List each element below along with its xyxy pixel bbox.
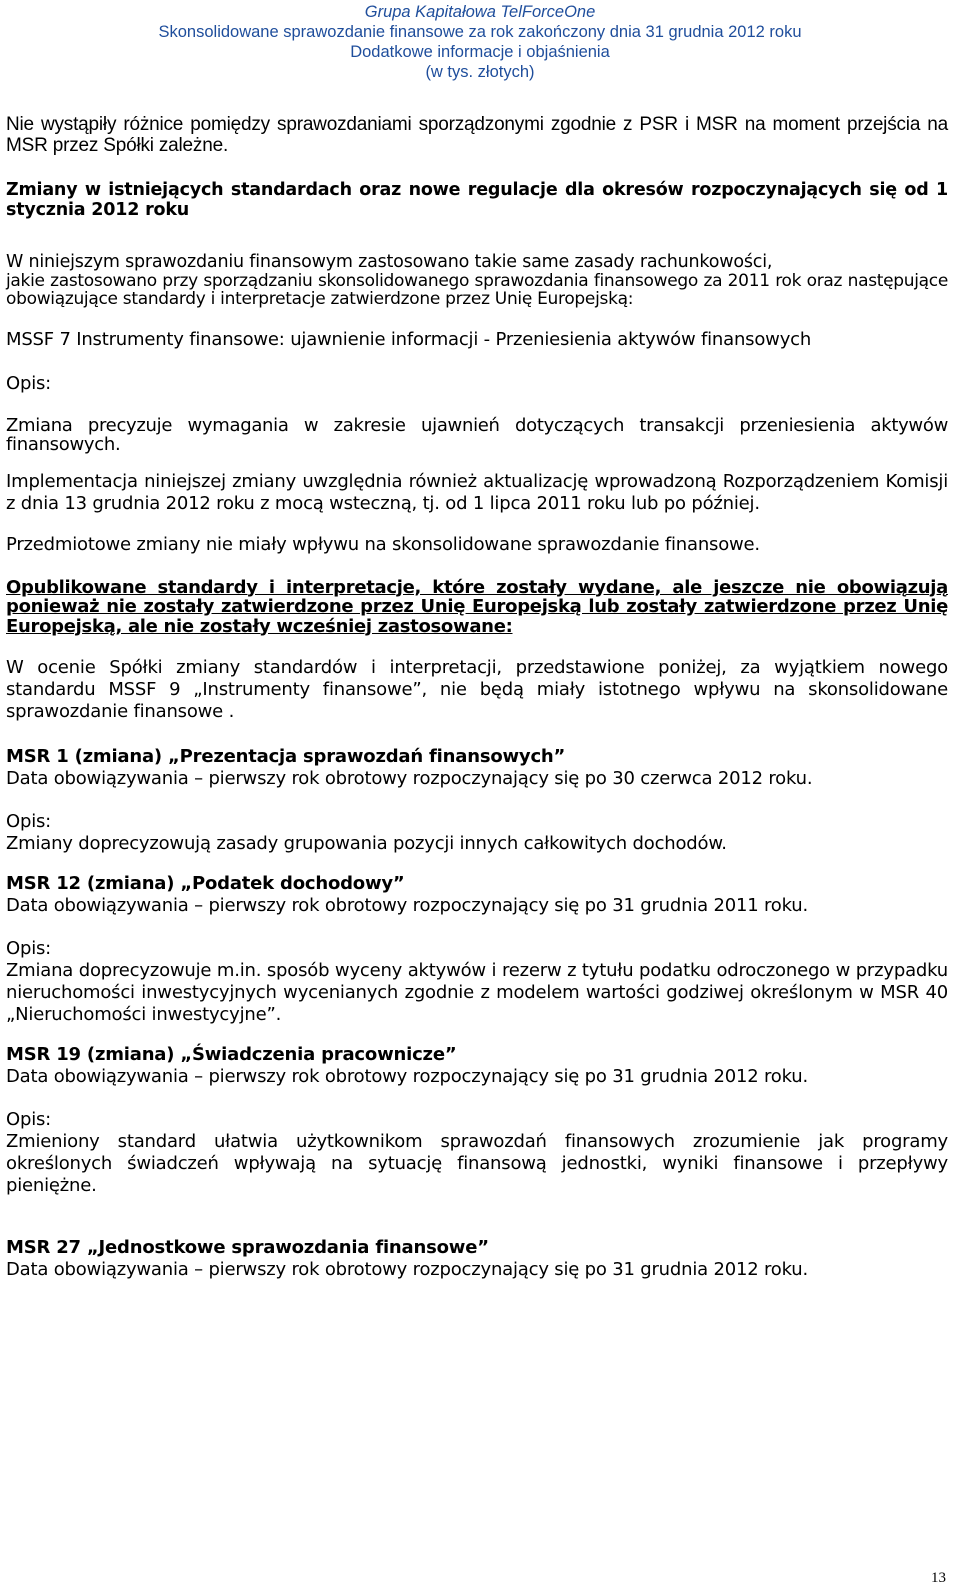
standard-opis-label: Opis: <box>6 811 52 832</box>
applied-paragraph-first-line: W niniejszym sprawozdaniu finansowym zastosowano takie same zasady rachunkowości, <box>6 252 773 272</box>
mssf7-opis-label: Opis: <box>6 372 52 394</box>
standard-opis-label: Opis: <box>6 938 52 959</box>
standard-msr27 <box>6 1237 948 1281</box>
company-name: Grupa Kapitałowa TelForceOne <box>364 3 596 21</box>
changes-heading: Zmiany w istniejących standardach oraz nowe regulacje dla okresów rozpoczynających się od 1 stycznia 2012 roku <box>6 180 948 220</box>
section-title: Dodatkowe informacje i objaśnienia <box>350 43 610 61</box>
standard-effective-date: Data obowiązywania – pierwszy rok obrotowy rozpoczynający się po 31 grudnia 2012 roku. <box>6 1259 809 1280</box>
standard-description: Zmiany doprecyzowują zasady grupowania pozycji innych całkowitych dochodów. <box>6 833 727 854</box>
standard-msr12 <box>6 873 948 1026</box>
document-body <box>6 114 948 1281</box>
standard-opis-label: Opis: <box>6 1109 52 1130</box>
standard-title: MSR 27 „Jednostkowe sprawozdania finansowe” <box>6 1237 489 1258</box>
implementation-paragraph: Implementacja niniejszej zmiany uwzględnia również aktualizację wprowadzoną Rozporządzeniem Komisji z dnia 13 grudnia 2012 roku z mocą wsteczną, tj. od 1 lipca 2011 roku lub po później. <box>6 470 948 514</box>
mssf7-description: Zmiana precyzuje wymagania w zakresie ujawnień dotyczących transakcji przeniesienia aktywów finansowych. <box>6 414 948 455</box>
standard-title: MSR 19 (zmiana) „Świadczenia pracownicze” <box>6 1044 457 1065</box>
report-title: Skonsolidowane sprawozdanie finansowe za rok zakończony dnia 31 grudnia 2012 roku <box>158 23 802 41</box>
published-standards-heading: Opublikowane standardy i interpretacje, które zostały wydane, ale jeszcze nie obowiązują ponieważ nie zostały zatwierdzone przez Unię Europejską lub zostały zatwierdzone przez Unię Europejską, ale nie zostały wcześniej zastosowane: <box>6 576 948 637</box>
page-header <box>0 2 960 82</box>
standard-effective-date: Data obowiązywania – pierwszy rok obrotowy rozpoczynający się po 31 grudnia 2011 roku. <box>6 895 809 916</box>
standard-msr1 <box>6 746 948 855</box>
standard-msr19 <box>6 1044 948 1197</box>
no-impact-paragraph: Przedmiotowe zmiany nie miały wpływu na skonsolidowane sprawozdanie finansowe. <box>6 533 760 555</box>
mssf7-title: MSSF 7 Instrumenty finansowe: ujawnienie informacji - Przeniesienia aktywów finansowych <box>6 328 812 350</box>
standard-effective-date: Data obowiązywania – pierwszy rok obrotowy rozpoczynający się po 30 czerwca 2012 roku. <box>6 768 813 789</box>
assessment-paragraph: W ocenie Spółki zmiany standardów i interpretacji, przedstawione poniżej, za wyjątkiem nowego standardu MSSF 9 „Instrumenty finansowe”, nie będą miały istotnego wpływu na skonsolidowane sprawozdanie finansowe . <box>6 657 948 722</box>
standard-effective-date: Data obowiązywania – pierwszy rok obrotowy rozpoczynający się po 31 grudnia 2012 roku. <box>6 1066 809 1087</box>
units-note: (w tys. złotych) <box>425 63 535 81</box>
page-number: 13 <box>931 1570 946 1586</box>
standard-title: MSR 12 (zmiana) „Podatek dochodowy” <box>6 873 405 894</box>
standard-description: Zmieniony standard ułatwia użytkownikom sprawozdań finansowych zrozumienie jak programy określonych świadczeń wpływają na sytuację finansową jednostki, wyniki finansowe i przepływy pieniężne. <box>6 1131 948 1196</box>
standard-title: MSR 1 (zmiana) „Prezentacja sprawozdań finansowych” <box>6 746 566 767</box>
standard-description: Zmiana doprecyzowuje m.in. sposób wyceny aktywów i rezerw z tytułu podatku odroczonego w przypadku nieruchomości inwestycyjnych wycenianych zgodnie z modelem wartości godziwej określonym w MSR 40 „Nieruchomości inwestycyjne”. <box>6 960 948 1025</box>
applied-paragraph: jakie zastosowano przy sporządzaniu skonsolidowanego sprawozdania finansowego za 2011 rok oraz następujące obowiązujące standardy i interpretacje zatwierdzone przez Unię Europejską: <box>6 270 948 309</box>
intro-paragraph: Nie wystąpiły różnice pomiędzy sprawozdaniami sporządzonymi zgodnie z PSR i MSR na moment przejścia na MSR przez Spółki zależne. <box>6 114 948 156</box>
